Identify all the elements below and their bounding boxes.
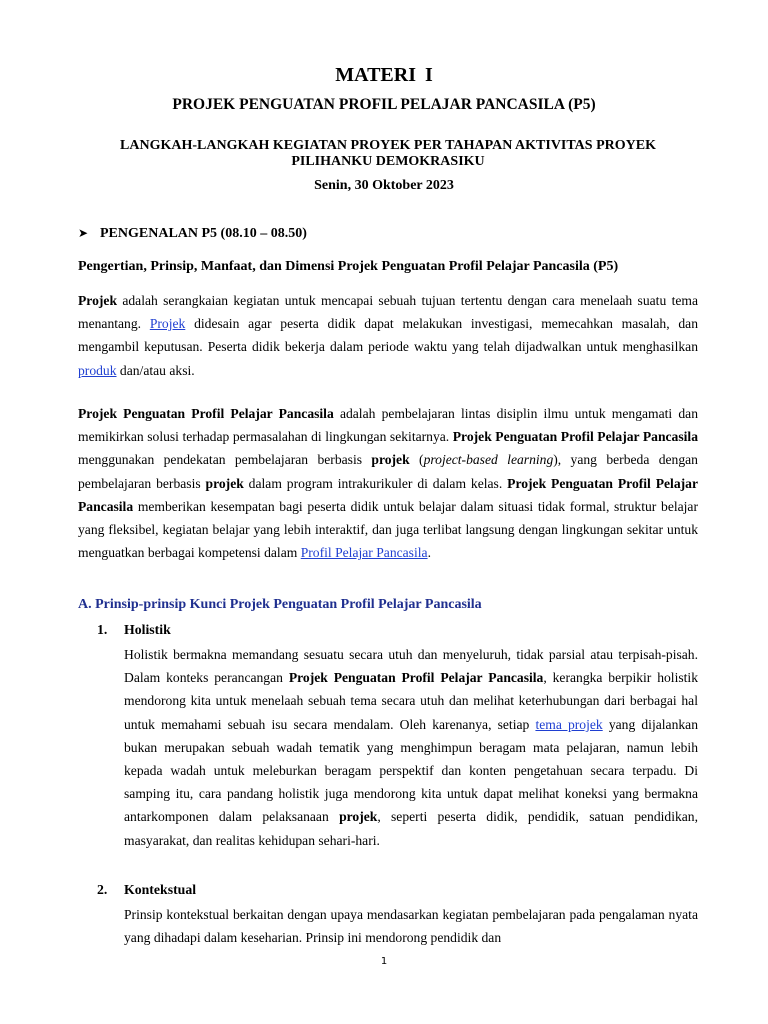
term-projek: Projek — [78, 293, 118, 308]
principle-number: 2. — [97, 882, 108, 897]
paragraph-text: , seperti peserta didik, pendidik, satuan pendidikan, masyarakat, dan realitas kehidupan sehari-hari. — [124, 809, 699, 848]
term-projek: projek — [371, 452, 410, 468]
term-projek: projek — [205, 475, 244, 491]
paragraph-text: , kerangka berpikir holistik mendorong kita untuk menelaah sebuah tema secara utuh dan melihat keterhubungan dari berbagai hal untuk memahami sebuah isu secara mendalam. Oleh karenanya, setiap — [124, 670, 698, 732]
paragraph-text: adalah serangkaian kegiatan untuk mencapai sebuah tujuan tertentu dengan cara menelaah suatu tema menantang. — [78, 293, 698, 332]
term-p5: Projek Penguatan Profil Pelajar Pancasila — [78, 406, 334, 421]
principle-number: 1. — [97, 622, 108, 637]
section-a-heading: A. Prinsip-prinsip Kunci Projek Penguatan Profil Pelajar Pancasila — [78, 597, 482, 612]
activity-title: LANGKAH-LANGKAH KEGIATAN PROYEK PER TAHAPAN AKTIVITAS PROYEK PILIHANKU DEMOKRASIKU — [120, 138, 656, 169]
term-projek: projek — [339, 809, 378, 825]
principle-title: Holistik — [124, 622, 171, 637]
principle-heading-kontekstual — [97, 882, 196, 898]
paragraph-text: yang dijalankan bukan merupakan sebuah wadah tematik yang menghimpun beragam mata pelajaran, namun lebih kepada wadah untuk meleburkan beragam perspektif dan konten pengetahuan secara terpadu. Di samping itu, cara pandang holistik juga mendorong kita untuk dapat melihat koneksi yang bermakna antarkomponen dalam pelaksanaan — [124, 716, 699, 825]
paragraph-text: Prinsip kontekstual berkaitan dengan upaya mendasarkan kegiatan pembelajaran pada pengalaman nyata yang dihadapi dalam keseharian. Prinsip ini mendorong pendidik dan — [124, 907, 698, 946]
paragraph-p5-definition — [78, 402, 698, 564]
principle-heading-holistik — [97, 622, 171, 638]
arrow-bullet-icon: ➤ — [78, 226, 89, 240]
paragraph-holistik — [124, 643, 698, 852]
paragraph-kontekstual — [124, 903, 698, 949]
paragraph-text: adalah pembelajaran lintas disiplin ilmu untuk mengamati dan memikirkan solusi terhadap permasalahan di lingkungan sekitarnya. — [78, 406, 698, 445]
paragraph-text: memberikan kesempatan bagi peserta didik untuk belajar dalam situasi tidak formal, struktur belajar yang fleksibel, kegiatan belajar yang lebih interaktif, dan juga terlibat langsung dengan lingkungan sekitar untuk menguatkan berbagai kompetensi dalam — [78, 498, 698, 561]
paragraph-text: didesain agar peserta didik dapat melakukan investigasi, memecahkan masalah, dan mengambil keputusan. Peserta didik bekerja dalam periode waktu yang telah dijadwalkan untuk menghasilkan — [78, 316, 698, 355]
principle-title: Kontekstual — [124, 882, 197, 897]
paragraph-text: . — [427, 545, 431, 561]
document-title: MATERI I — [335, 64, 433, 86]
link-profil-pelajar-pancasila[interactable]: Profil Pelajar Pancasila — [300, 545, 428, 561]
link-tema-projek[interactable]: tema projek — [535, 716, 603, 732]
term-p5: Projek Penguatan Profil Pelajar Pancasila — [78, 475, 698, 514]
link-projek[interactable]: Projek — [149, 316, 186, 332]
paragraph-projek-definition — [78, 289, 698, 382]
link-produk[interactable]: produk — [78, 362, 117, 378]
intro-bullet — [78, 226, 307, 242]
paragraph-text: Holistik bermakna memandang sesuatu secara utuh dan menyeluruh, tidak parsial atau terpisah-pisah. Dalam konteks perancangan — [124, 647, 698, 686]
paragraph-text: menggunakan pendekatan pembelajaran berbasis — [78, 452, 372, 468]
paragraph-text: ), yang berbeda dengan pembelajaran berbasis — [78, 452, 698, 491]
paragraph-text: ( — [409, 452, 424, 468]
page-number: 1 — [380, 956, 388, 967]
paragraph-text: dan/atau aksi. — [116, 362, 195, 378]
term-pbl: project-based learning — [423, 452, 554, 468]
intro-heading: Pengertian, Prinsip, Manfaat, dan Dimensi Projek Penguatan Profil Pelajar Pancasila (P5) — [78, 259, 619, 274]
document-date: Senin, 30 Oktober 2023 — [314, 178, 454, 193]
intro-bullet-text: PENGENALAN P5 (08.10 – 08.50) — [100, 226, 307, 241]
term-p5: Projek Penguatan Profil Pelajar Pancasila — [452, 429, 698, 445]
document-subtitle: PROJEK PENGUATAN PROFIL PELAJAR PANCASILA (P5) — [172, 96, 596, 113]
term-p5: Projek Penguatan Profil Pelajar Pancasila — [288, 670, 544, 686]
paragraph-text: dalam program intrakurikuler di dalam kelas. — [243, 475, 508, 491]
